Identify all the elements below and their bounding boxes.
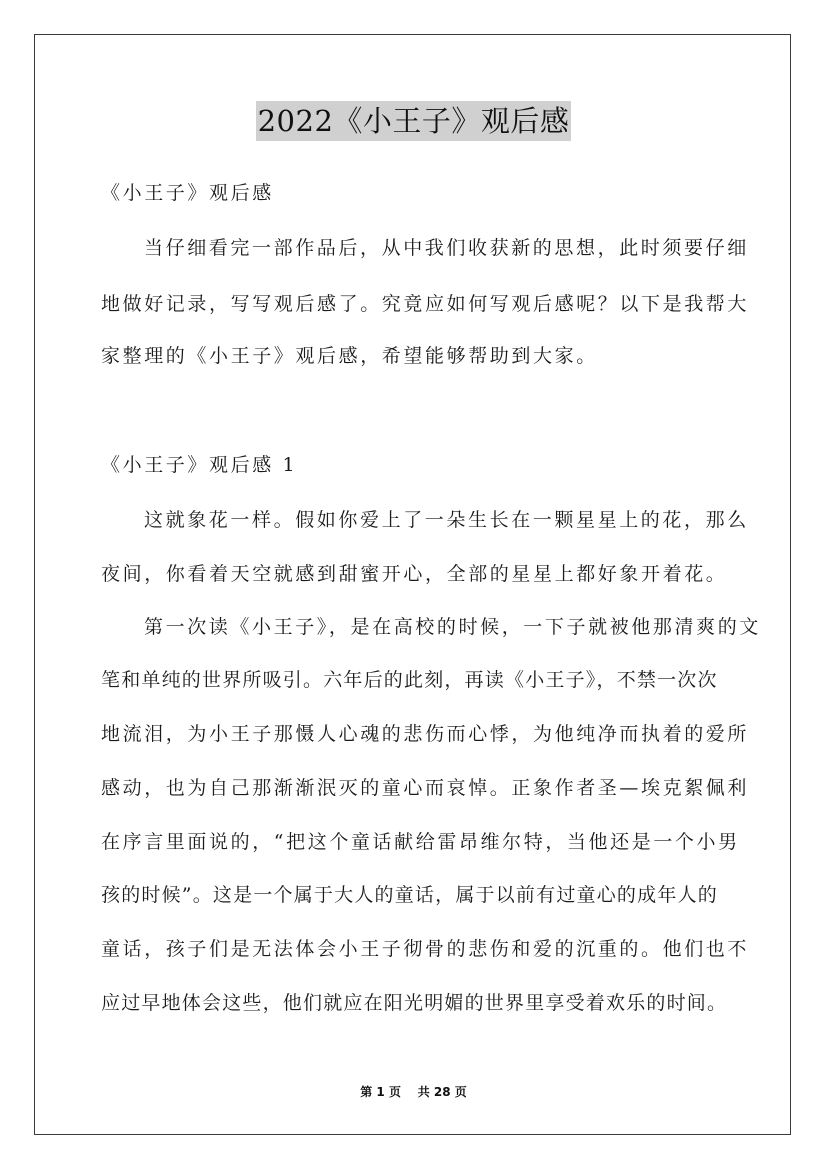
page-footer xyxy=(0,1083,827,1100)
title-wrapper xyxy=(0,101,827,141)
paragraph-line: 感动，也为自己那渐渐泯灭的童心而哀悼。正象作者圣—埃克絮佩利 xyxy=(101,777,750,799)
paragraph-line: 夜间，你看着天空就感到甜蜜开心，全部的星星上都好象开着花。 xyxy=(101,563,728,585)
paragraph-line: 当仔细看完一部作品后，从中我们收获新的思想，此时须要仔细 xyxy=(144,237,749,259)
paragraph-line: 笔和单纯的世界所吸引。六年后的此刻，再读《小王子》，不禁一次次 xyxy=(101,669,718,691)
paragraph-line: 家整理的《小王子》观后感，希望能够帮助到大家。 xyxy=(101,345,598,367)
paragraph-line: 第一次读《小王子》，是在高校的时候，一下子就被他那清爽的文 xyxy=(144,616,761,638)
paragraph-line: 应过早地体会这些，他们就应在阳光明媚的世界里享受着欢乐的时间。 xyxy=(101,992,728,1014)
document-title: 2022《小王子》观后感 xyxy=(256,101,572,141)
subtitle-heading: 《小王子》观后感 xyxy=(101,182,274,204)
paragraph-line: 孩的时候”。这是一个属于大人的童话，属于以前有过童心的成年人的 xyxy=(101,884,718,906)
total-pages: 共 28 页 xyxy=(417,1085,467,1099)
paragraph-line: 这就象花一样。假如你爱上了一朵生长在一颗星星上的花，那么 xyxy=(144,509,749,531)
paragraph-line: 地流泪，为小王子那慑人心魂的悲伤而心悸，为他纯净而执着的爱所 xyxy=(101,723,750,745)
page-number: 第 1 页 xyxy=(360,1085,401,1099)
paragraph-line: 童话，孩子们是无法体会小王子彻骨的悲伤和爱的沉重的。他们也不 xyxy=(101,938,750,960)
paragraph-line: 在序言里面说的，“把这个童话献给雷昂维尔特，当他还是一个小男 xyxy=(101,831,740,853)
section-heading: 《小王子》观后感 1 xyxy=(101,454,298,476)
paragraph-line: 地做好记录，写写观后感了。究竟应如何写观后感呢？以下是我帮大 xyxy=(101,293,750,315)
